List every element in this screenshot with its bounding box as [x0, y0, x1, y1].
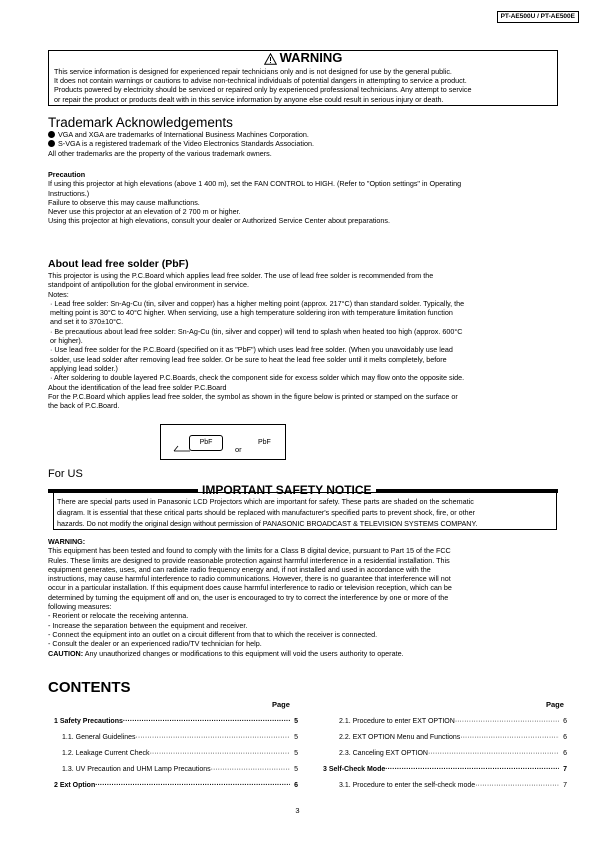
pbf-outro-line: the back of P.C.Board.: [48, 401, 120, 411]
page-number: 3: [295, 806, 300, 815]
precaution-line: Failure to observe this may cause malfunctions.: [48, 197, 200, 207]
for-us-label: For US: [48, 468, 83, 480]
pbf-heading: About lead free solder (PbF): [48, 258, 189, 270]
toc-entry[interactable]: 1.2. Leakage Current Check ····· 5: [62, 749, 298, 758]
warning-line: Products powered by electricity should be serviced or repaired only by experienced professional technicians. Any attempt to service: [54, 85, 472, 95]
pbf-notes-label: Notes:: [48, 289, 69, 299]
fcc-line: determined by turning the equipment off and on, the user is encouraged to try to correct the interference by one or more of the: [48, 592, 449, 602]
pbf-note: · Lead free solder: Sn-Ag-Cu (tin, silver and copper) has a higher melting point (approx. 217°C) than standard solder. Typically, the melting point is 30°C to 40°C higher. When servicing, use a high temperature soldering iron with temperature limitation function and set it to 370±10°C.: [50, 298, 465, 327]
fcc-line: - Increase the separation between the equipment and receiver.: [48, 620, 248, 630]
trademark-section: [48, 130, 558, 158]
warning-text: [54, 67, 554, 104]
fcc-heading: WARNING:: [48, 537, 86, 546]
warning-line: or repair the product or products dealt with in this service information by anyone else could result in serious injury or death.: [54, 94, 444, 104]
toc-entry[interactable]: 2.2. EXT OPTION Menu and Functions ····· 6: [339, 733, 567, 742]
trademark-item: VGA and XGA are trademarks of International Business Machines Corporation.: [48, 130, 558, 139]
pbf-intro-line: standpoint of antipollution for the global environment in service.: [48, 280, 249, 290]
toc-entry[interactable]: 1 Safety Precautions ····· 5: [54, 717, 298, 726]
pbf-outro-line: For the P.C.Board which applies lead free solder, the symbol as shown in the figure below is printed or stamped on the surface or: [48, 391, 458, 401]
fcc-caution: CAUTION: Any unauthorized changes or modifications to this equipment will void the users authority to operate.: [48, 648, 404, 658]
contents-heading: CONTENTS: [48, 679, 131, 696]
pbf-symbol-figure: [160, 424, 286, 460]
pbf-section: [48, 271, 560, 410]
precaution-heading: Precaution: [48, 170, 86, 179]
pbf-note: · After soldering to double layered P.C.Boards, check the component side for excess solder which may flow onto the opposite side.: [50, 373, 465, 383]
fcc-line: occur in a particular installation. If this equipment does cause harmful interference to radio or television reception, which can be: [48, 583, 452, 593]
bullet-icon: [48, 131, 55, 138]
toc-entry[interactable]: 1.3. UV Precaution and UHM Lamp Precautions ····· 5: [62, 765, 298, 774]
toc-entry[interactable]: 2.1. Procedure to enter EXT OPTION ····· 6: [339, 717, 567, 726]
toc-entry[interactable]: 3.1. Procedure to enter the self-check mode ····· 7: [339, 781, 567, 790]
precaution-line: Instructions.): [48, 188, 90, 198]
fcc-line: - Reorient or relocate the receiving antenna.: [48, 611, 189, 621]
notice-text: [57, 496, 555, 529]
precaution-section: [48, 170, 558, 226]
toc-page-header-right: Page: [546, 700, 564, 709]
toc-page-header-left: Page: [272, 700, 290, 709]
fcc-line: following measures:: [48, 602, 112, 612]
toc-entry[interactable]: 3 Self-Check Mode ····· 7: [323, 765, 567, 774]
fcc-line: Rules. These limits are designed to provide reasonable protection against harmful interference in a residential installation. This: [48, 555, 450, 565]
pbf-outro-line: About the identification of the lead free solder P.C.Board: [48, 382, 227, 392]
pbf-intro-line: This projector is using the P.C.Board which applies lead free solder. The use of lead free solder is recommended from the: [48, 271, 434, 280]
toc-entry[interactable]: 2 Ext Option ····· 6: [54, 781, 298, 790]
fcc-line: - Consult the dealer or an experienced radio/TV technician for help.: [48, 639, 262, 649]
precaution-line: If using this projector at high elevations (above 1 400 m), set the FAN CONTROL to HIGH. (Refer to "Option settings" in Operating: [48, 179, 462, 189]
warning-line: This service information is designed for experienced repair technicians only and is not designed for use by the general public.: [54, 67, 452, 76]
trademark-item: S-VGA is a registered trademark of the Video Electronics Standards Association.: [48, 139, 558, 148]
model-tag: PT-AE500U / PT-AE500E: [497, 11, 579, 23]
notice-line: There are special parts used in Panasonic LCD Projectors which are important for safety. These parts are shaded on the schematic: [57, 497, 474, 506]
trademark-footer: All other trademarks are the property of the various trademark owners.: [48, 148, 272, 158]
precaution-line: Using this projector at high elevations, consult your dealer or Authorized Service Center about preparations.: [48, 216, 390, 226]
warning-title: WARNING: [279, 50, 343, 65]
pbf-badge-symbol: PbF: [189, 435, 223, 451]
bullet-icon: [48, 140, 55, 147]
pbf-note: · Be precautious about lead free solder: Sn-Ag-Cu (tin, silver and copper) will tend to splash when heated too high (approx. 600°C or higher).: [50, 326, 463, 346]
notice-title: IMPORTANT SAFETY NOTICE: [198, 483, 376, 497]
notice-line: hazards. Do not modify the original design without permission of PANASONIC BROADCAST & TELEVISION SYSTEMS COMPANY.: [57, 519, 478, 528]
fcc-line: - Connect the equipment into an outlet on a circuit different from that to which the receiver is connected.: [48, 629, 378, 639]
fcc-line: This equipment has been tested and found to comply with the limits for a Class B digital device, pursuant to Part 15 of the FCC: [48, 546, 451, 556]
fcc-line: equipment generates, uses, and can radiate radio frequency energy and, if not installed and used in accordance with the: [48, 564, 431, 574]
warning-box: [48, 50, 558, 106]
toc-entry[interactable]: 1.1. General Guidelines ····· 5: [62, 733, 298, 742]
precaution-line: Never use this projector at an elevation of 2 700 m or higher.: [48, 207, 241, 217]
notice-box: [53, 492, 557, 530]
warning-title-row: [49, 50, 557, 66]
notice-line: diagram. It is essential that these critical parts should be replaced with manufacturer's specified parts to prevent shock, fire, or other: [57, 508, 476, 517]
toc-entry[interactable]: 2.3. Canceling EXT OPTION ····· 6: [339, 749, 567, 758]
pbf-or-text: or: [235, 445, 242, 454]
warning-line: It does not contain warnings or cautions to advise non-technical individuals of potential dangers in attempting to service a product.: [54, 76, 467, 86]
trademark-heading: Trademark Acknowledgements: [48, 115, 233, 130]
fcc-section: [48, 537, 560, 658]
fcc-line: instructions, may cause harmful interference to radio communications. However, there is no guarantee that interference will not: [48, 574, 451, 584]
pbf-plain-symbol: PbF: [258, 439, 271, 446]
warning-triangle-icon: [264, 53, 277, 65]
pbf-note: · Use lead free solder for the P.C.Board (specified on it as "PbF") which uses lead free solder. (When you unavoidably use lead solder, use lead solder after removing lead free solder. Or be sure to heat the lead free solder until it melts completely, before applying lead solder.): [50, 345, 453, 373]
